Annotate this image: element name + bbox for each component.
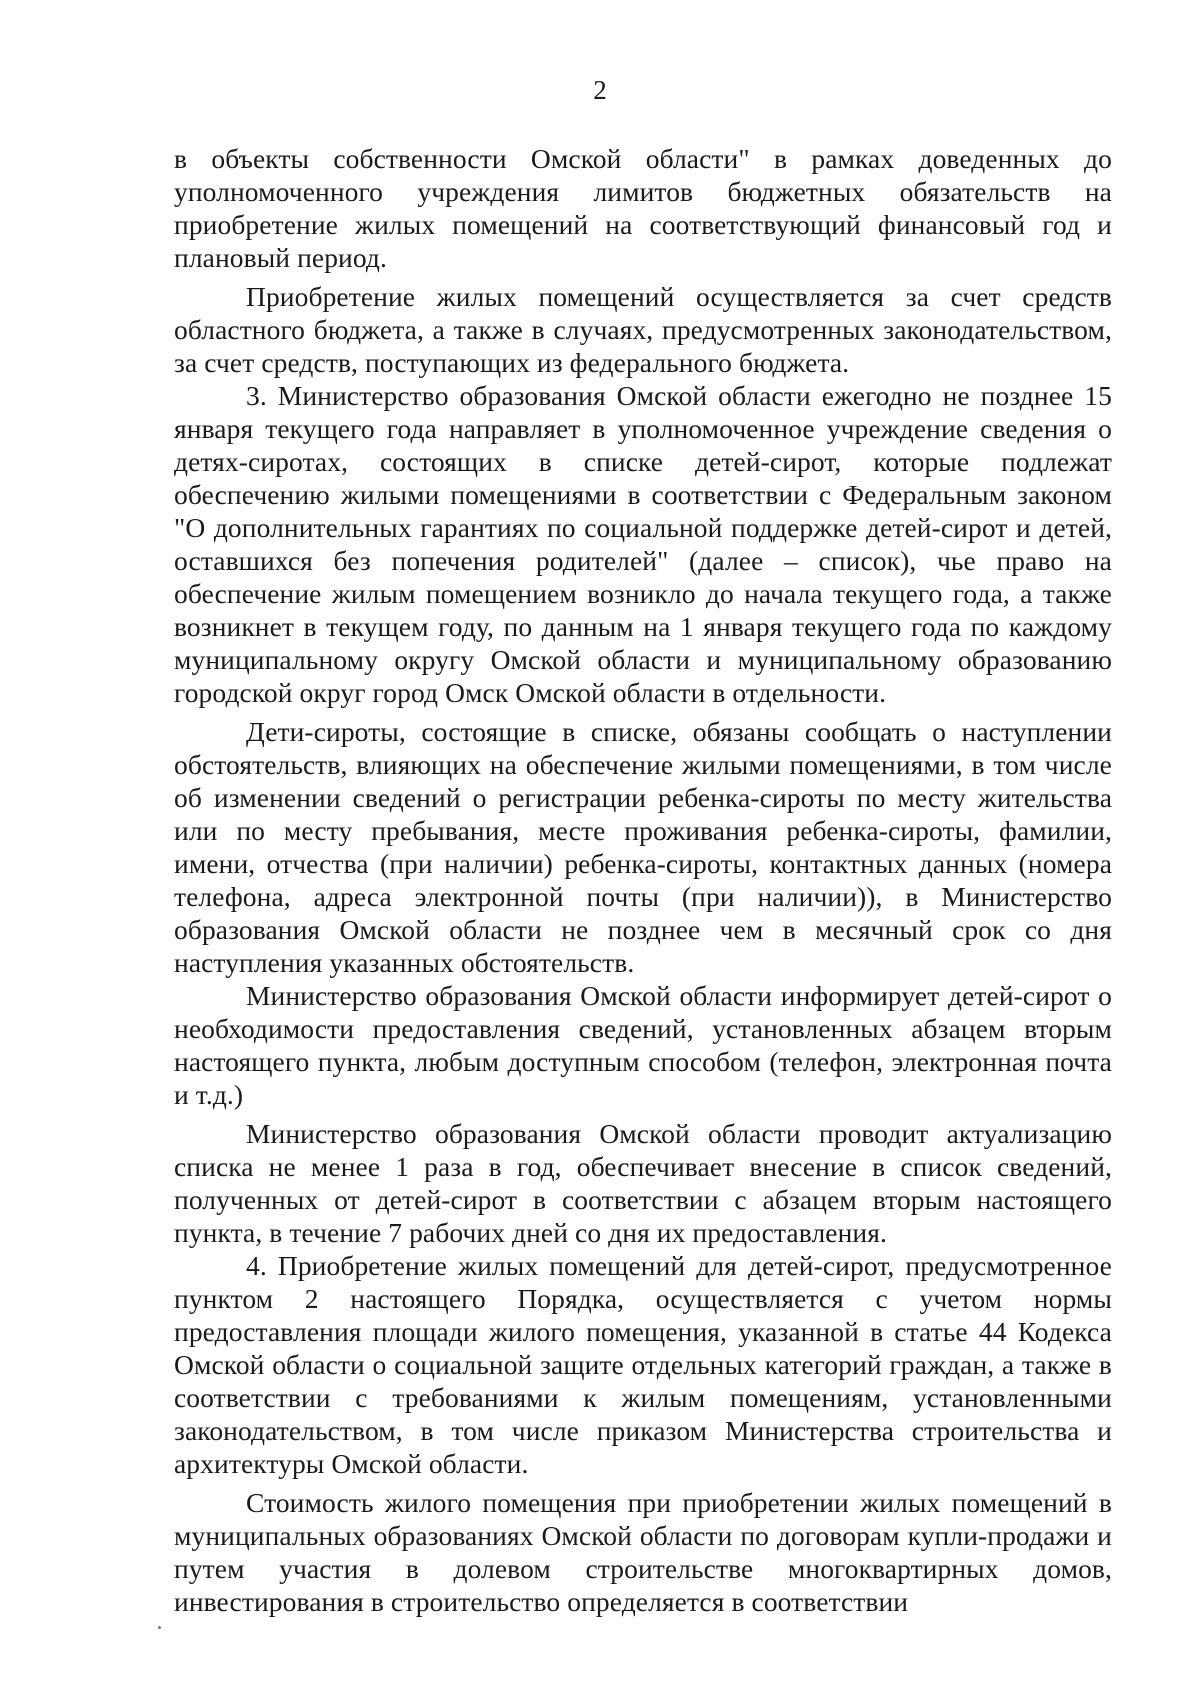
scan-artifact bbox=[158, 1626, 161, 1629]
paragraph-continuation: в объекты собственности Омской области" в рамках доведенных до уполномоченного учреждения лимитов бюджетных обязательств на приобретение жилых помещений на соответствующий финансовый год и плановый период. bbox=[174, 143, 1112, 273]
paragraph-item-4: 4. Приобретение жилых помещений для детей-сирот, предусмотренное пунктом 2 настоящего Порядка, осуществляется с учетом нормы предоставления площади жилого помещения, указанной в статье 44 Кодекса Омской области о социальной защите отдельных категорий граждан, а также в соответствии с требованиями к жилым помещениям, установленными законодательством, в том числе приказом Министерства строительства и архитектуры Омской области. bbox=[174, 1250, 1112, 1479]
page-number: 2 bbox=[593, 75, 607, 105]
paragraph-orphans-obligations: Дети-сироты, состоящие в списке, обязаны сообщать о наступлении обстоятельств, влияющих на обеспечение жилыми помещениями, в том числе об изменении сведений о регистрации ребенка-сироты по месту жительства или по месту пребывания, месте проживания ребенка-сироты, фамилии, имени, отчества (при наличии) ребенка-сироты, контактных данных (номера телефона, адреса электронной почты (при наличии)), в Министерство образования Омской области не позднее чем в месячный срок со дня наступления указанных обстоятельств. bbox=[174, 716, 1112, 978]
paragraph-housing-cost: Стоимость жилого помещения при приобретении жилых помещений в муниципальных образованиях Омской области по договорам купли-продажи и путем участия в долевом строительстве многоквартирных домов, инвестирования в строительство определяется в соответствии bbox=[174, 1487, 1112, 1617]
paragraph-list-update: Министерство образования Омской области проводит актуализацию списка не менее 1 раза в год, обеспечивает внесение в список сведений, полученных от детей-сирот в соответствии с абзацем вторым настоящего пункта, в течение 7 рабочих дней со дня их предоставления. bbox=[174, 1118, 1112, 1248]
document-body bbox=[174, 142, 1112, 1618]
paragraph-item-3: 3. Министерство образования Омской области ежегодно не позднее 15 января текущего года направляет в уполномоченное учреждение сведения о детях-сиротах, состоящих в списке детей-сирот, которые подлежат обеспечению жилыми помещениями в соответствии с Федеральным законом "О дополнительных гарантиях по социальной поддержке детей-сирот и детей, оставшихся без попечения родителей" (далее – список), чье право на обеспечение жилым помещением возникло до начала текущего года, а также возникнет в текущем году, по данным на 1 января текущего года по каждому муниципальному округу Омской области и муниципальному образованию городской округ город Омск Омской области в отдельности. bbox=[174, 380, 1112, 708]
paragraph-funding-source: Приобретение жилых помещений осуществляется за счет средств областного бюджета, а также в случаях, предусмотренных законодательством, за счет средств, поступающих из федерального бюджета. bbox=[174, 281, 1112, 378]
paragraph-ministry-informs: Министерство образования Омской области информирует детей-сирот о необходимости предоставления сведений, установленных абзацем вторым настоящего пункта, любым доступным способом (телефон, электронная почта и т.д.) bbox=[174, 980, 1112, 1110]
